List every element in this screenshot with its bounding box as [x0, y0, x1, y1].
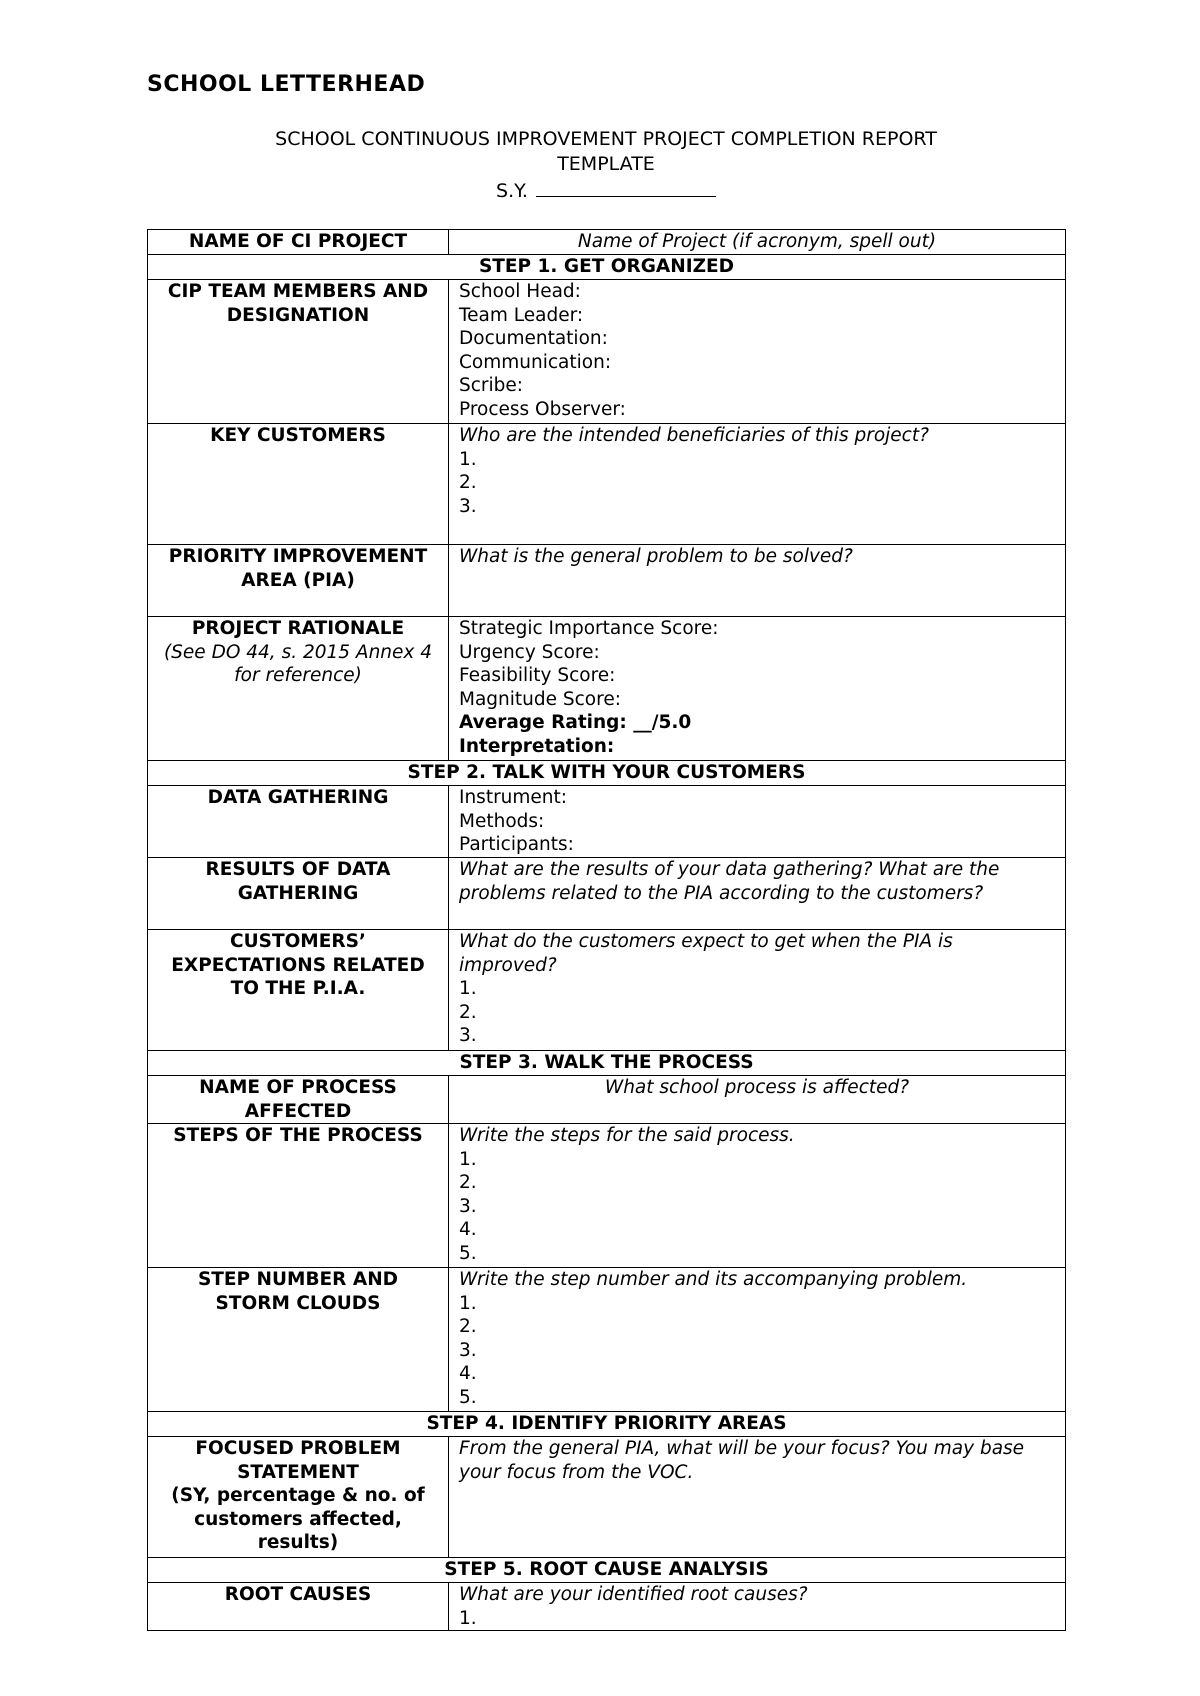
pia-field[interactable]: What is the general problem to be solved?	[449, 545, 1066, 617]
process-name-row	[148, 1076, 1066, 1124]
expectations-row	[148, 930, 1066, 1051]
school-letterhead: SCHOOL LETTERHEAD	[147, 72, 426, 97]
list-item: 5.	[459, 1386, 477, 1408]
list-item: 1.	[459, 1292, 477, 1314]
project-rationale-label: PROJECT RATIONALE	[191, 618, 405, 639]
school-year-label: S.Y.	[496, 180, 528, 202]
key-customers-row	[148, 424, 1066, 545]
focused-problem-label-cell	[148, 1437, 449, 1558]
rationale-score: Magnitude Score:	[459, 688, 621, 710]
title-line-2: TEMPLATE	[557, 153, 655, 175]
list-item: 2.	[459, 472, 477, 493]
storm-clouds-prompt: Write the step number and its accompanying problem.	[459, 1269, 968, 1290]
project-rationale-field[interactable]	[449, 617, 1066, 761]
results-field[interactable]: What are the results of your data gathering? What are the problems related to the PIA according to the customers?	[449, 858, 1066, 930]
list-item: 5.	[459, 1242, 477, 1264]
step3-heading: STEP 3. WALK THE PROCESS	[148, 1051, 1066, 1076]
completion-report-table	[147, 229, 1066, 1631]
project-name-field[interactable]: Name of Project (if acronym, spell out)	[449, 230, 1066, 255]
team-role: Documentation:	[459, 328, 608, 349]
root-causes-prompt: What are your identified root causes?	[459, 1584, 808, 1605]
list-item: 3.	[459, 1195, 477, 1217]
key-customers-prompt: Who are the intended beneficiaries of this project?	[459, 425, 929, 446]
storm-clouds-row	[148, 1268, 1066, 1412]
step5-heading: STEP 5. ROOT CAUSE ANALYSIS	[148, 1558, 1066, 1583]
storm-clouds-label: STEP NUMBER AND STORM CLOUDS	[148, 1268, 449, 1412]
project-rationale-note: (See DO 44, s. 2015 Annex 4 for reference)	[163, 641, 433, 686]
step1-heading: STEP 1. GET ORGANIZED	[148, 255, 1066, 280]
step4-heading: STEP 4. IDENTIFY PRIORITY AREAS	[148, 1412, 1066, 1437]
report-title	[147, 127, 1065, 204]
data-gathering-row	[148, 786, 1066, 858]
team-members-field[interactable]	[449, 280, 1066, 424]
focused-problem-label: FOCUSED PROBLEM STATEMENT	[195, 1438, 401, 1483]
list-item: 3.	[459, 1339, 477, 1361]
project-name-row	[148, 230, 1066, 255]
process-steps-prompt: Write the steps for the said process.	[459, 1125, 795, 1146]
step1-heading-row	[148, 255, 1066, 280]
list-item: 2.	[459, 1172, 477, 1193]
rationale-score: Strategic Importance Score:	[459, 618, 719, 639]
team-role: Process Observer:	[459, 398, 626, 420]
process-name-label: NAME OF PROCESS AFFECTED	[148, 1076, 449, 1124]
key-customers-field[interactable]	[449, 424, 1066, 545]
list-item: 1.	[459, 1148, 477, 1170]
list-item: 3.	[459, 495, 477, 517]
project-rationale-label-cell	[148, 617, 449, 761]
storm-clouds-field[interactable]	[449, 1268, 1066, 1412]
root-causes-field[interactable]	[449, 1583, 1066, 1631]
results-row	[148, 858, 1066, 930]
title-line-1: SCHOOL CONTINUOUS IMPROVEMENT PROJECT COMPLETION REPORT	[275, 128, 937, 150]
results-label: RESULTS OF DATA GATHERING	[148, 858, 449, 930]
step2-heading: STEP 2. TALK WITH YOUR CUSTOMERS	[148, 761, 1066, 786]
key-customers-label: KEY CUSTOMERS	[148, 424, 449, 545]
list-item: 1.	[459, 1607, 477, 1629]
project-rationale-row	[148, 617, 1066, 761]
list-item: 4.	[459, 1219, 477, 1240]
team-members-row	[148, 280, 1066, 424]
expectations-prompt: What do the customers expect to get when the PIA is improved?	[459, 931, 953, 976]
project-name-label: NAME OF CI PROJECT	[148, 230, 449, 255]
team-role: Scribe:	[459, 375, 524, 396]
process-steps-row	[148, 1124, 1066, 1268]
focused-problem-row	[148, 1437, 1066, 1558]
step2-heading-row	[148, 761, 1066, 786]
pia-row	[148, 545, 1066, 617]
gathering-item: Methods:	[459, 810, 545, 832]
step3-heading-row	[148, 1051, 1066, 1076]
list-item: 4.	[459, 1363, 477, 1384]
step5-heading-row	[148, 1558, 1066, 1583]
team-members-label: CIP TEAM MEMBERS AND DESIGNATION	[148, 280, 449, 424]
process-name-field[interactable]: What school process is affected?	[449, 1076, 1066, 1124]
gathering-item: Participants:	[459, 834, 574, 855]
focused-problem-note: (SY, percentage & no. of customers affected, results)	[171, 1485, 425, 1553]
list-item: 3.	[459, 1025, 477, 1046]
data-gathering-label: DATA GATHERING	[148, 786, 449, 858]
step4-heading-row	[148, 1412, 1066, 1437]
team-role: School Head:	[459, 281, 581, 302]
expectations-label: CUSTOMERS’ EXPECTATIONS RELATED TO THE P.I.A.	[148, 930, 449, 1051]
root-causes-row	[148, 1583, 1066, 1631]
school-year-blank[interactable]	[536, 177, 716, 197]
team-role: Communication:	[459, 351, 612, 373]
rationale-score: Feasibility Score:	[459, 665, 616, 686]
school-year-line	[147, 177, 1065, 204]
list-item: 2.	[459, 1316, 477, 1337]
process-steps-field[interactable]	[449, 1124, 1066, 1268]
list-item: 2.	[459, 1001, 477, 1023]
data-gathering-field[interactable]	[449, 786, 1066, 858]
focused-problem-field[interactable]: From the general PIA, what will be your focus? You may base your focus from the VOC.	[449, 1437, 1066, 1558]
list-item: 1.	[459, 448, 477, 470]
list-item: 1.	[459, 978, 477, 999]
process-steps-label: STEPS OF THE PROCESS	[148, 1124, 449, 1268]
team-role: Team Leader:	[459, 304, 584, 326]
average-rating: Average Rating: __/5.0	[459, 712, 692, 733]
expectations-field[interactable]	[449, 930, 1066, 1051]
interpretation: Interpretation:	[459, 735, 615, 757]
rationale-score: Urgency Score:	[459, 641, 600, 663]
gathering-item: Instrument:	[459, 787, 568, 808]
pia-label: PRIORITY IMPROVEMENT AREA (PIA)	[148, 545, 449, 617]
root-causes-label: ROOT CAUSES	[148, 1583, 449, 1631]
